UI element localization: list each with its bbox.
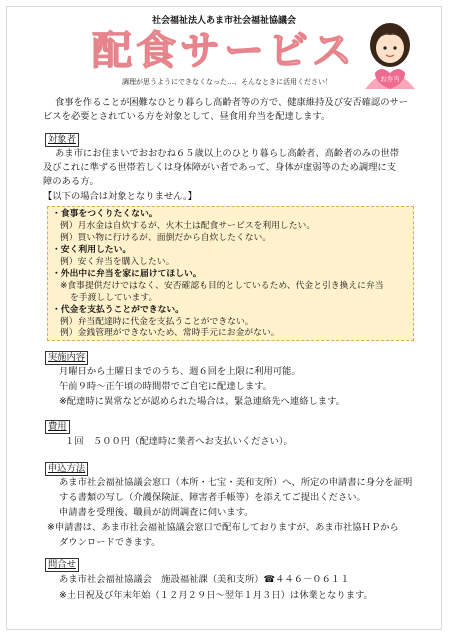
exclusion-item: ・安く利用したい。 — [52, 245, 132, 255]
exclusion-item: 例）安く弁当を購入したい。 — [60, 257, 175, 267]
exclusion-item: 例）月水金は自炊するが、火木土は配食サービスを利用したい。 — [60, 221, 316, 231]
schedule-heading: 実施内容 — [45, 351, 88, 365]
contact-line-2: ※土日祝及び年末年始（１２月２９日〜翌年１月３日）は休業となります。 — [59, 590, 373, 601]
intro-line-1: 食事を作ることが困難なひとり暮らし高齢者等の方で、健康維持及び安否確認のサー — [55, 97, 409, 108]
application-line-5: ダウンロードできます。 — [59, 537, 161, 548]
tagline: 調理が思うようにできなくなった…、そんなときに活用ください！ — [122, 78, 332, 86]
application-line-1: あま市社会福祉協議会窓口（本所・七宝・美和支所）へ、所定の申請書に身分を証明 — [59, 477, 413, 488]
exclusion-item: 例）買い物に行けるが、面倒だから自炊したくない。 — [60, 233, 272, 243]
mascot-illustration — [359, 21, 421, 91]
exclusion-item: 例）金銭管理ができないため、常時手元にお金がない。 — [60, 328, 280, 338]
application-line-3: 申請書を受理後、職員が訪問調査に伺います。 — [59, 507, 254, 518]
application-line-4: ※申請書は、あま市社会福祉協議会窓口で配布しておりますが、あま市社協ＨＰから — [47, 522, 399, 533]
exclusion-item: を手渡ししています。 — [70, 293, 158, 303]
exclusion-item: ・外出中に弁当を家に届けてほしい。 — [52, 269, 202, 279]
exclusion-item: 例）弁当配達時に代金を支払うことができない。 — [60, 317, 254, 327]
eligibility-line-3: 障のある方。 — [43, 176, 99, 187]
flyer-page — [6, 6, 442, 630]
eligibility-line-1: あま市にお住まいでおおむね６５歳以上のひとり暮らし高齢者、高齢者のみの世帯 — [55, 148, 399, 159]
intro-line-2: ビスを必要とされている方を対象として、昼食用弁当を配達します。 — [43, 111, 331, 122]
contact-heading: 問合せ — [45, 558, 79, 572]
fee-heading: 費用 — [45, 420, 70, 434]
eligibility-line-2: 及びこれに準ずる世帯若しくは身体障がい者であって、身体が虚弱等のため調理に支 — [43, 162, 397, 173]
fee-line: １回 ５００円（配達時に業者へお支払いください）。 — [65, 436, 293, 447]
page-title: 配食サービス — [92, 28, 356, 74]
contact-line-1: あま市社会福祉協議会 施設福祉課（美和支所）☎４４６－０６１１ — [59, 574, 350, 585]
schedule-line-2: 午前９時〜正午頃の時間帯でご自宅に配達します。 — [59, 381, 273, 392]
mascot-heart-label: お弁当 — [380, 75, 400, 83]
application-heading: 申込方法 — [45, 462, 88, 476]
exclusions-heading: 【以下の場合は対象となりません。】 — [43, 191, 197, 202]
exclusion-item: ・代金を支払うことができない。 — [52, 305, 184, 315]
exclusions-box — [47, 206, 414, 341]
eligibility-heading: 対象者 — [45, 133, 79, 147]
schedule-line-3: ※配達時に異常などが認められた場合は、緊急連絡先へ連絡します。 — [59, 396, 345, 407]
exclusion-item: ※食事提供だけではなく、安否確認も目的としているため、代金と引き換えに弁当 — [60, 281, 384, 291]
organization-name: 社会福祉法人あま市社会福祉協議会 — [151, 16, 296, 26]
application-line-2: する書類の写し（介護保険証、障害者手帳等）を添えてご提出ください。 — [59, 492, 366, 503]
schedule-line-1: 月曜日から土曜日までのうち、週６回を上限に利用可能。 — [59, 366, 301, 377]
exclusion-item: ・食事をつくりたくない。 — [52, 209, 158, 219]
